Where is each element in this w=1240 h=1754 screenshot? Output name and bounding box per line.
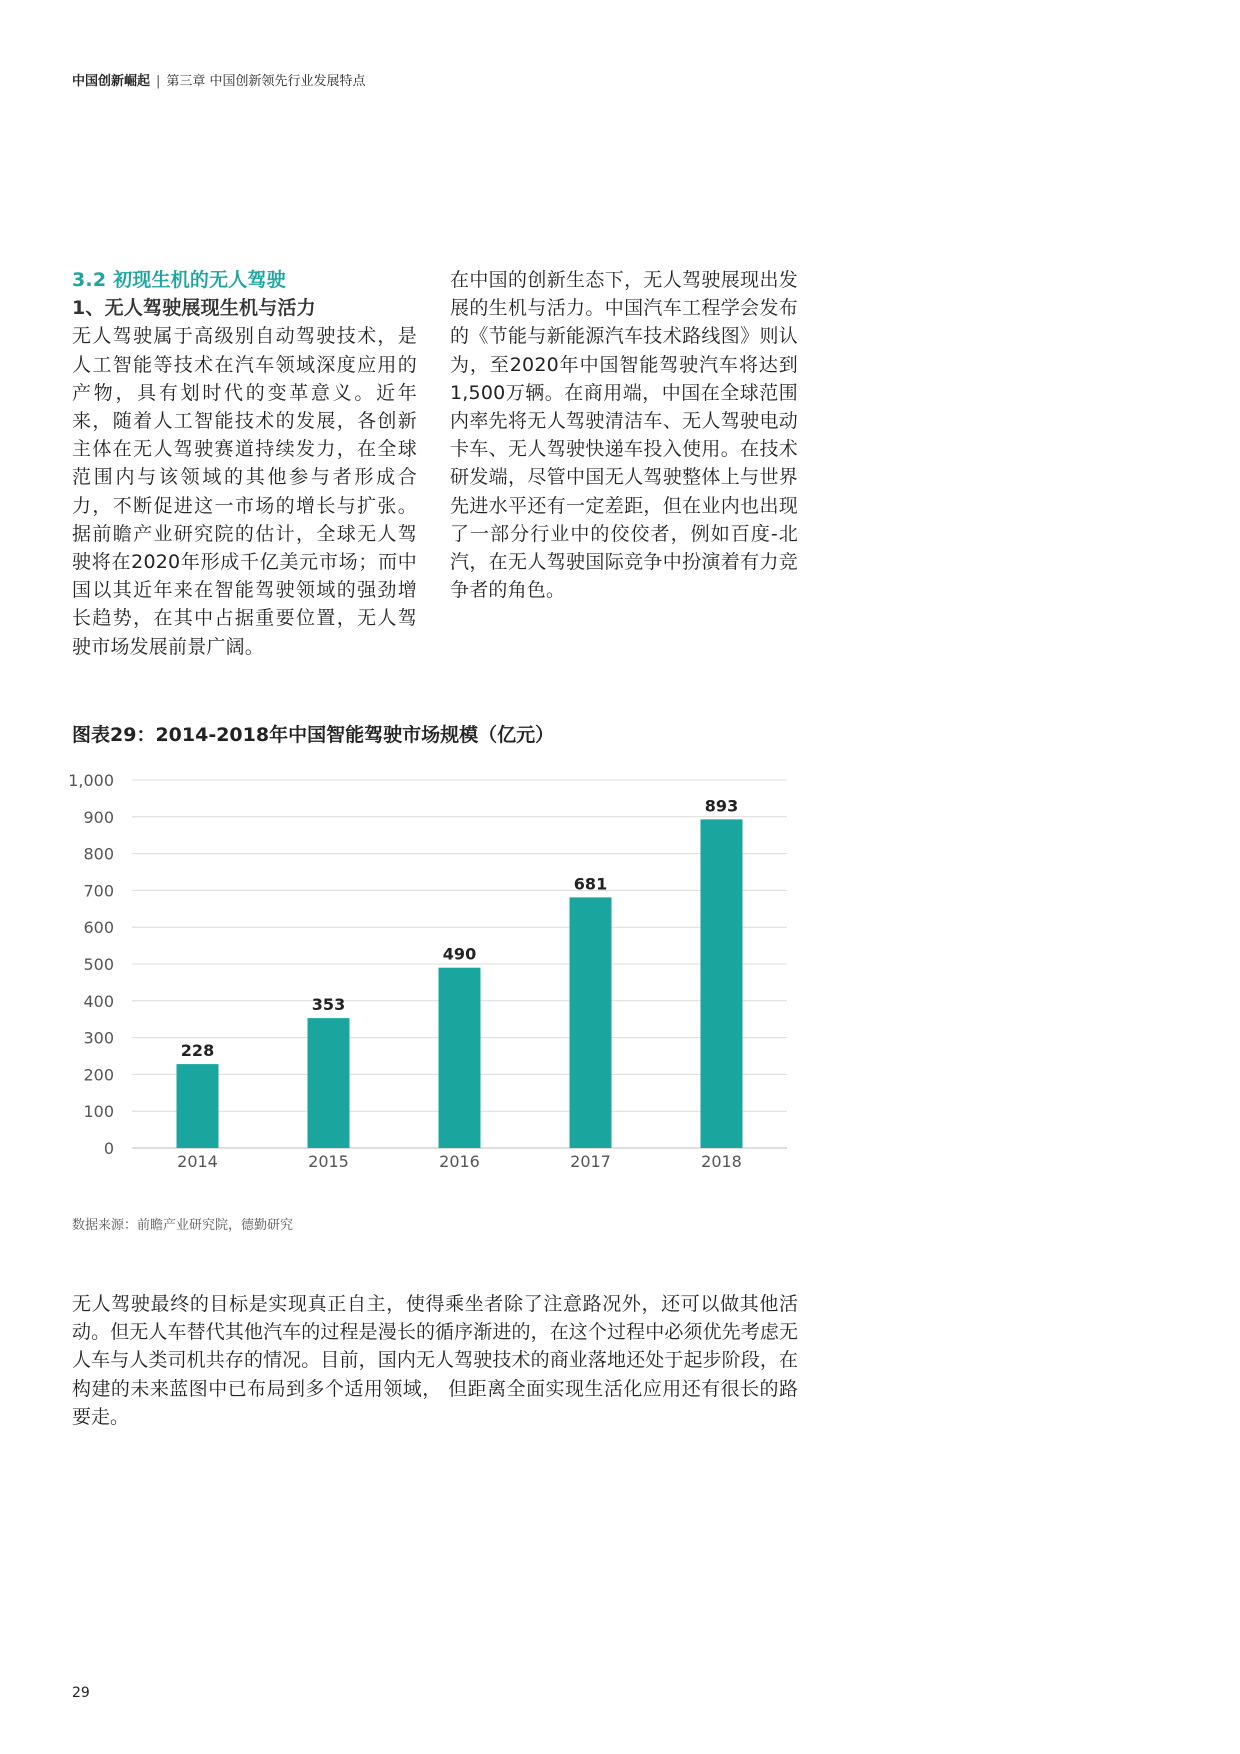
bar [177, 1064, 219, 1148]
section-title: 3.2 初现生机的无人驾驶 [72, 269, 286, 291]
right-paragraph: 在中国的创新生态下，无人驾驶展现出发展的生机与活力。中国汽车工程学会发布的《节能与新能源汽车技术路线图》则认为，至2020年中国智能驾驶汽车将达到1,500万辆。在商用端，中国在全球范围内率先将无人驾驶清洁车、无人驾驶电动卡车、无人驾驶快递车投入使用。在技术研发端，尽管中国无人驾驶整体上与世界先进水平还有一定差距，但在业内也出现了一部分行业中的佼佼者，例如百度-北汽，在无人驾驶国际竞争中扮演着有力竞争者的角色。 [450, 269, 798, 602]
y-tick-label: 100 [83, 1102, 114, 1122]
header-separator: | [156, 74, 161, 89]
bar-value-label: 490 [442, 944, 477, 964]
left-column [72, 266, 417, 661]
bar-value-label: 353 [311, 995, 346, 1015]
x-tick-label: 2018 [701, 1152, 742, 1171]
y-tick-label: 200 [83, 1065, 114, 1085]
chart-title: 图表29：2014-2018年中国智能驾驶市场规模（亿元） [72, 724, 555, 746]
y-tick-label: 900 [83, 807, 114, 827]
left-paragraph: 无人驾驶属于高级别自动驾驶技术，是人工智能等技术在汽车领域深度应用的产物，具有划时代的变革意义。近年来，随着人工智能技术的发展，各创新主体在无人驾驶赛道持续发力，在全球范围内与该领域的其他参与者形成合力，不断促进这一市场的增长与扩张。据前瞻产业研究院的估计，全球无人驾驶将在2020年形成千亿美元市场；而中国以其近年来在智能驾驶领域的强劲增长趋势，在其中占据重要位置，无人驾驶市场发展前景广阔。 [72, 325, 417, 658]
y-tick-label: 400 [83, 991, 114, 1011]
y-tick-label: 800 [83, 844, 114, 864]
report-brand: 中国创新崛起 [72, 74, 151, 89]
x-tick-label: 2017 [570, 1152, 611, 1171]
subsection-title: 1、无人驾驶展现生机与活力 [72, 297, 316, 320]
y-tick-label: 600 [83, 918, 114, 938]
page-number: 29 [72, 1685, 90, 1701]
x-tick-label: 2015 [308, 1152, 349, 1171]
data-source: 数据来源：前瞻产业研究院，德勤研究 [72, 1218, 294, 1233]
y-tick-label: 500 [83, 955, 114, 974]
bar [439, 968, 481, 1148]
bar [570, 897, 612, 1148]
y-tick-label: 1,000 [68, 771, 114, 790]
y-tick-label: 700 [83, 881, 114, 901]
running-header [72, 70, 366, 89]
x-tick-label: 2014 [177, 1152, 218, 1171]
bar [701, 819, 743, 1148]
bottom-paragraph: 无人驾驶最终的目标是实现真正自主，使得乘坐者除了注意路况外，还可以做其他活动。但无人车替代其他汽车的过程是漫长的循序渐进的，在这个过程中必须优先考虑无人车与人类司机共存的情况。目前，国内无人驾驶技术的商业落地还处于起步阶段，在构建的未来蓝图中已布局到多个适用领域， 但距离全面实现生活化应用还有很长的路要走。 [72, 1293, 798, 1428]
chapter-title: 第三章 中国创新领先行业发展特点 [166, 74, 366, 89]
bar [308, 1018, 350, 1148]
y-tick-label: 300 [83, 1028, 114, 1048]
bar-chart [60, 770, 800, 1180]
bar-value-label: 893 [704, 796, 739, 816]
bar-value-label: 681 [573, 874, 608, 894]
x-tick-label: 2016 [439, 1152, 480, 1171]
y-tick-label: 0 [103, 1139, 114, 1158]
right-column [450, 266, 798, 604]
bar-value-label: 228 [180, 1041, 215, 1061]
